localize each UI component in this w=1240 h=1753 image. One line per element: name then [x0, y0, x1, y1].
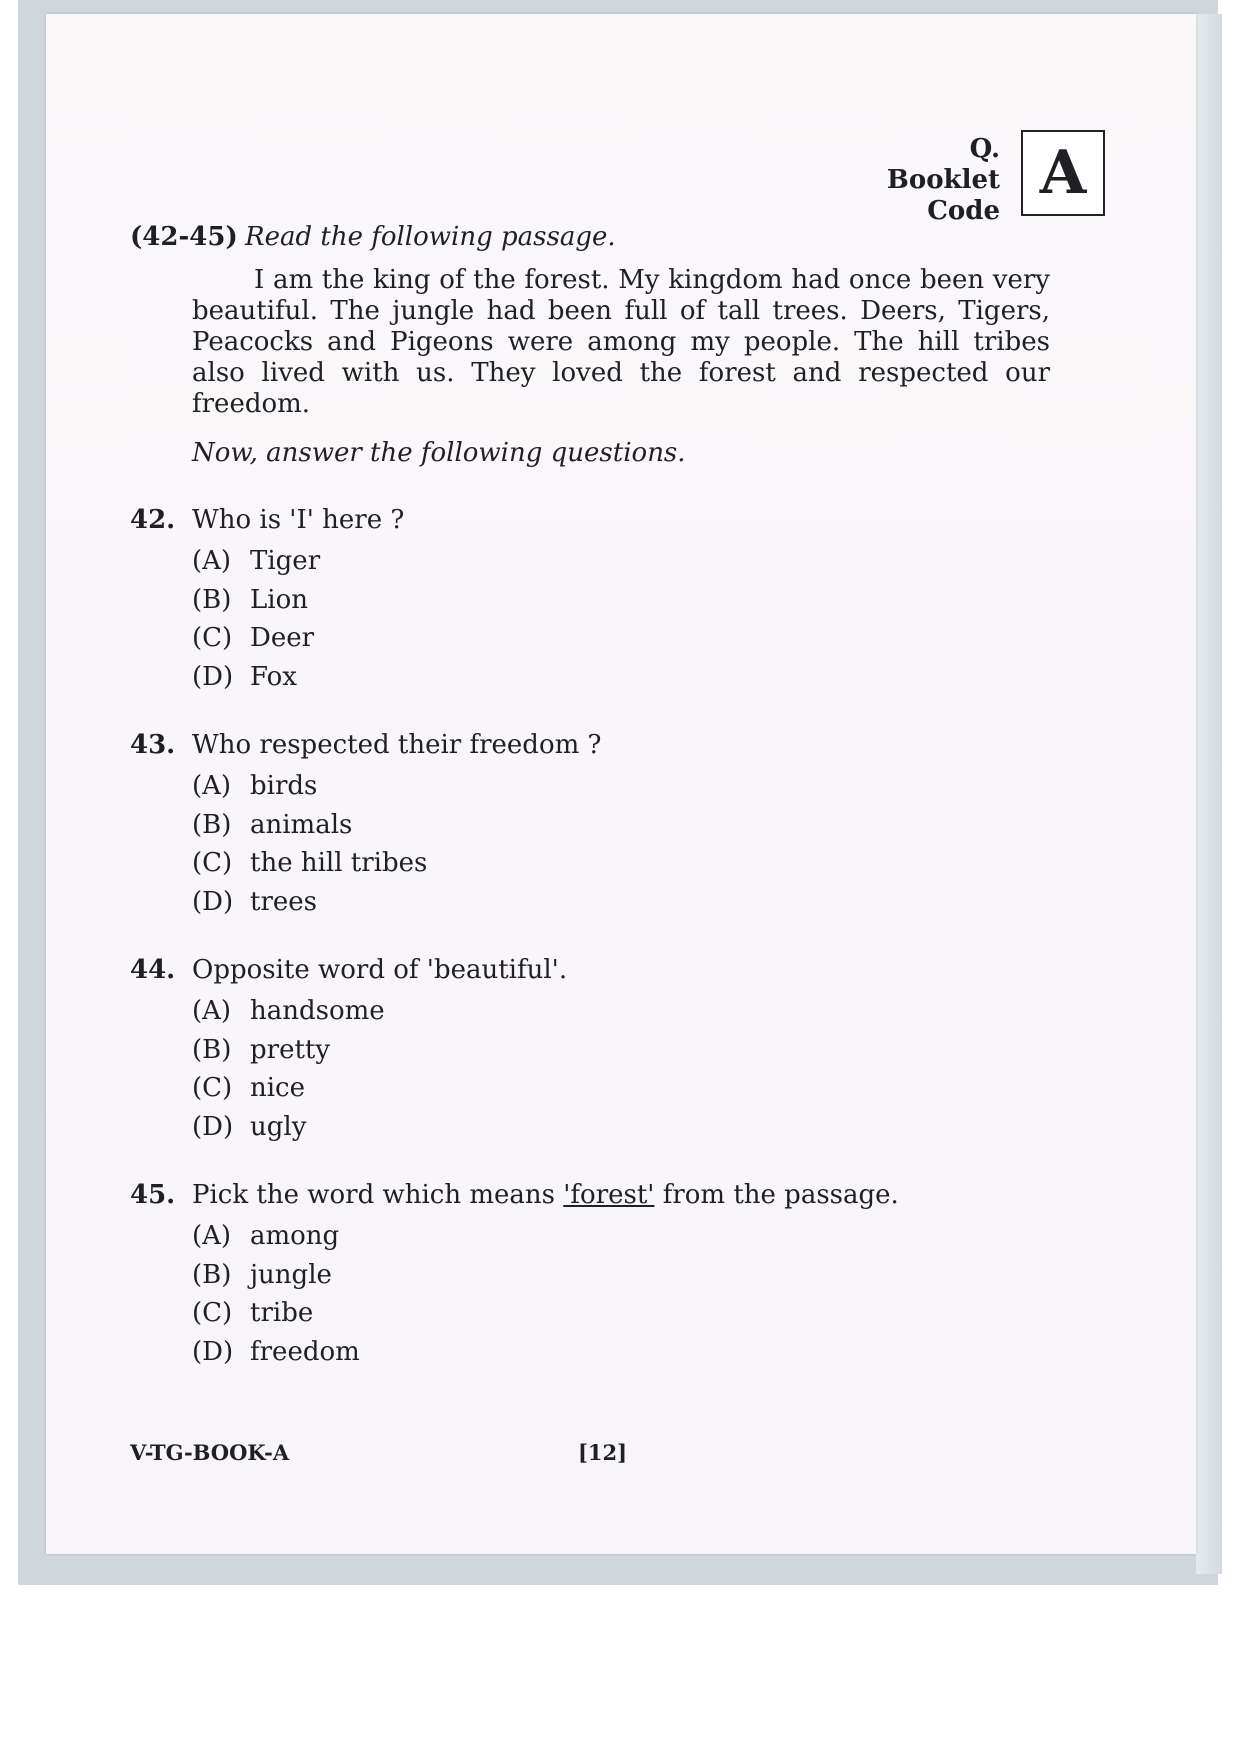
- option-letter: (C): [192, 1298, 233, 1328]
- option-text: pretty: [250, 1034, 331, 1065]
- booklet-label-line1: Q. Booklet: [886, 134, 1000, 195]
- booklet-code-box: A: [1021, 130, 1105, 216]
- followup-instruction: Now, answer the following questions.: [192, 438, 686, 468]
- option-b: [192, 1256, 1050, 1295]
- question-text-before: Pick the word which means: [192, 1180, 564, 1210]
- option-letter: (C): [192, 623, 233, 653]
- option-letter: (A): [192, 771, 232, 801]
- question-number: 44.: [130, 955, 176, 985]
- option-letter: (D): [192, 1111, 234, 1142]
- option-text: Deer: [250, 623, 315, 653]
- option-d: [192, 883, 1050, 922]
- option-c: [192, 1069, 1050, 1108]
- option-c: [192, 844, 1050, 883]
- question-number: 43.: [130, 730, 176, 760]
- question-header: [130, 1180, 1050, 1211]
- option-text: animals: [250, 809, 353, 840]
- reading-passage: I am the king of the forest. My kingdom had once been very beautiful. The jungle had been full of tall trees. Deers, Tigers, Peacocks and Pigeons were among my people. The hill tribes also lived with us. They loved the forest and respected our freedom.: [192, 265, 1050, 419]
- option-letter: (C): [192, 848, 233, 878]
- question-header: [130, 955, 1050, 986]
- question-text: Opposite word of 'beautiful'.: [192, 955, 568, 985]
- question-text: Who respected their freedom ?: [192, 730, 602, 760]
- option-letter: (C): [192, 1073, 233, 1103]
- question-content: [130, 222, 1050, 1371]
- booklet-code-block: [855, 130, 1105, 226]
- section-instruction: Read the following passage.: [245, 222, 616, 252]
- option-letter: (A): [192, 546, 232, 576]
- option-letter: (B): [192, 584, 232, 615]
- underlined-keyword: 'forest': [563, 1180, 655, 1210]
- option-list: [192, 542, 1050, 696]
- option-letter: (D): [192, 1336, 234, 1367]
- question-text-after: from the passage.: [654, 1180, 899, 1210]
- option-text: Fox: [250, 661, 297, 692]
- option-text: the hill tribes: [250, 848, 428, 878]
- option-text: trees: [250, 886, 317, 917]
- option-text: ugly: [250, 1111, 307, 1142]
- option-b: [192, 581, 1050, 620]
- option-b: [192, 806, 1050, 845]
- question-44: [130, 955, 1050, 1146]
- option-text: birds: [250, 771, 318, 801]
- question-42: [130, 505, 1050, 696]
- option-letter: (B): [192, 1259, 232, 1290]
- option-b: [192, 1031, 1050, 1070]
- option-text: Lion: [250, 584, 308, 615]
- question-number: 45.: [130, 1180, 176, 1210]
- option-list: [192, 1217, 1050, 1371]
- option-a: [192, 767, 1050, 806]
- option-a: [192, 992, 1050, 1031]
- option-d: [192, 1333, 1050, 1372]
- option-list: [192, 992, 1050, 1146]
- option-a: [192, 542, 1050, 581]
- question-header: [130, 505, 1050, 536]
- question-43: [130, 730, 1050, 921]
- option-letter: (D): [192, 661, 234, 692]
- option-d: [192, 1108, 1050, 1147]
- option-text: nice: [250, 1073, 306, 1103]
- question-45: [130, 1180, 1050, 1371]
- question-header: [130, 730, 1050, 761]
- option-text: jungle: [250, 1259, 332, 1290]
- option-letter: (D): [192, 886, 234, 917]
- option-letter: (B): [192, 809, 232, 840]
- page-number: [12]: [578, 1440, 628, 1465]
- option-letter: (A): [192, 1221, 232, 1251]
- option-text: among: [250, 1221, 340, 1251]
- option-letter: (B): [192, 1034, 232, 1065]
- option-list: [192, 767, 1050, 921]
- option-text: handsome: [250, 996, 385, 1026]
- option-text: freedom: [250, 1336, 360, 1367]
- question-range: (42-45): [130, 222, 238, 252]
- option-text: Tiger: [250, 546, 321, 576]
- booklet-footer-code: V-TG-BOOK-A: [130, 1440, 290, 1465]
- option-text: tribe: [250, 1298, 314, 1328]
- option-a: [192, 1217, 1050, 1256]
- booklet-code-label: [855, 134, 1000, 227]
- option-letter: (A): [192, 996, 232, 1026]
- paper-edge: [1196, 14, 1222, 1574]
- question-text: Who is 'I' here ?: [192, 505, 405, 535]
- booklet-label-line2: Code: [927, 196, 1000, 226]
- section-header: [130, 222, 1050, 253]
- option-c: [192, 1294, 1050, 1333]
- question-number: 42.: [130, 505, 176, 535]
- option-c: [192, 619, 1050, 658]
- question-text: [192, 1180, 899, 1211]
- option-d: [192, 658, 1050, 697]
